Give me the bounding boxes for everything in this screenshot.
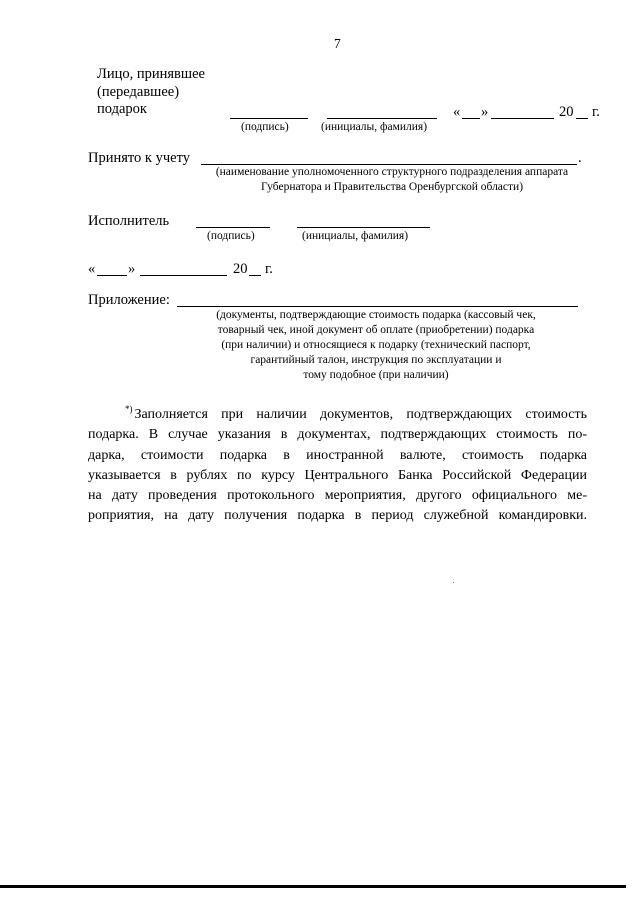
scan-speck: [453, 582, 454, 583]
executor-signature-caption: (подпись): [207, 230, 255, 242]
footnote-line4: указывается в рублях по курсу Центрального Банка Российской Федерации: [88, 467, 587, 483]
executor-signature-line[interactable]: [196, 227, 270, 228]
footnote-line6: роприятия, на дату получения подарка в период служебной командировки.: [88, 508, 587, 524]
date-year-prefix: 20: [233, 261, 248, 277]
footnote-line5: на дату проведения протокольного мероприятия, другого официального ме-: [88, 488, 587, 504]
recipient-date-close-quote: »: [481, 104, 489, 120]
date-year-suffix: г.: [265, 261, 273, 277]
date-year-line[interactable]: [249, 275, 261, 276]
accepted-caption-line1: (наименование уполномоченного структурного подразделения аппарата: [215, 166, 569, 178]
date-open-quote: «: [88, 261, 96, 277]
recipient-date-open-quote: «: [453, 104, 461, 120]
accepted-end-mark: .: [578, 150, 582, 166]
recipient-year-line[interactable]: [576, 118, 588, 119]
footnote-line1: [88, 399, 587, 425]
executor-initials-caption: (инициалы, фамилия): [302, 230, 409, 242]
accepted-department-line[interactable]: [201, 164, 577, 165]
date-day-line[interactable]: [97, 275, 127, 276]
appendix-documents-line[interactable]: [177, 306, 578, 307]
accepted-caption-line2: Губернатора и Правительства Оренбургской области): [260, 181, 524, 193]
date-month-line[interactable]: [140, 275, 227, 276]
footnote-line1-text: Заполняется при наличии документов, подтверждающих стоимость: [134, 407, 587, 422]
appendix-caption-line5: тому подобное (при наличии): [303, 369, 449, 381]
appendix-label: Приложение:: [88, 292, 170, 308]
appendix-caption-line2: товарный чек, иной документ об оплате (приобретении) подарка: [217, 324, 535, 336]
date-close-quote: »: [128, 261, 136, 277]
recipient-day-line[interactable]: [462, 118, 480, 119]
footnote-line3: дарка, стоимости подарка в иностранной валюте, стоимость подарка: [88, 447, 587, 463]
executor-label: Исполнитель: [88, 213, 170, 229]
accepted-label: Принято к учету: [88, 150, 190, 166]
footnote-line2: подарка. В случае указания в документах, подтверждающих стоимость по-: [88, 427, 587, 443]
recipient-month-line[interactable]: [491, 118, 554, 119]
recipient-signature-caption: (подпись): [241, 121, 289, 133]
recipient-year-prefix: 20: [559, 104, 574, 120]
recipient-label-line3: подарок: [97, 101, 147, 117]
footnote-marker: *): [125, 404, 133, 414]
recipient-year-suffix: г.: [592, 104, 600, 120]
appendix-caption-line1: (документы, подтверждающие стоимость подарка (кассовый чек,: [216, 309, 536, 321]
recipient-signature-line[interactable]: [230, 118, 308, 119]
recipient-label-line2: (передавшее): [97, 84, 180, 100]
appendix-caption-line4: гарантийный талон, инструкция по эксплуатации и: [250, 354, 502, 366]
recipient-label-line1: Лицо, принявшее: [97, 66, 205, 82]
footnote-paragraph: [88, 399, 587, 527]
recipient-initials-caption: (инициалы, фамилия): [321, 121, 428, 133]
page-number: 7: [334, 36, 341, 51]
executor-initials-line[interactable]: [297, 227, 430, 228]
recipient-initials-line[interactable]: [327, 118, 437, 119]
appendix-caption-line3: (при наличии) и относящиеся к подарку (технический паспорт,: [221, 339, 531, 351]
page-bottom-border: [0, 885, 626, 888]
